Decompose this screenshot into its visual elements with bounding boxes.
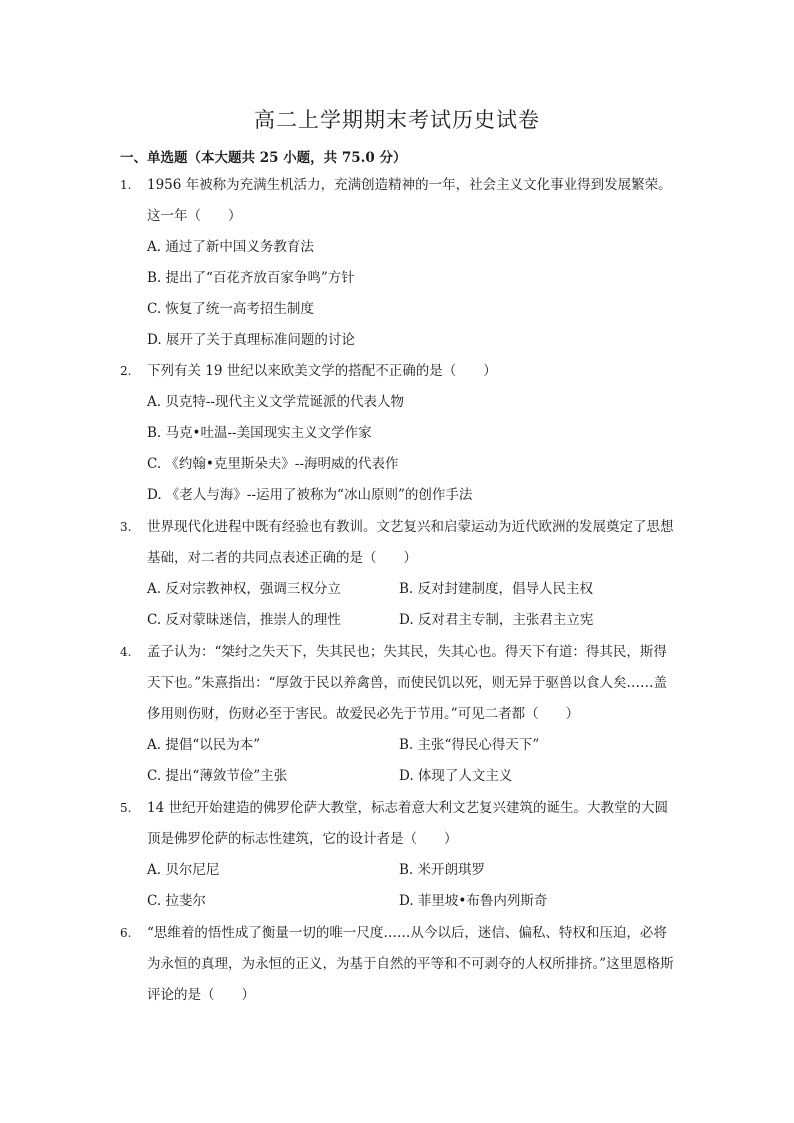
option-d: D. 菲里坡•布鲁内列斯奇: [399, 893, 548, 909]
option-c: C. 反对蒙昧迷信，推崇人的理性: [147, 612, 341, 628]
question-stem: 1956 年被称为充满生机活力，充满创造精神的一年，社会主义文化事业得到发展繁荣。这一年（ ）: [147, 177, 672, 224]
question-stem: “思维着的悟性成了衡量一切的唯一尺度……从今以后，迷信、偏私、特权和压迫，必将为永恒的真理，为永恒的正义，为基于自然的平等和不可剥夺的人权所排挤。”这里恩格斯评论的是（ ）: [147, 925, 674, 1003]
question-3: [120, 512, 680, 636]
option-c: C. 拉斐尔: [147, 893, 206, 909]
option-b: B. 主张“得民心得天下”: [399, 737, 540, 753]
option-d: D. 反对君主专制，主张君主立宪: [399, 612, 594, 628]
option-b: B. 米开朗琪罗: [399, 862, 486, 878]
question-stem: 下列有关 19 世纪以来欧美文学的搭配不正确的是（ ）: [147, 363, 497, 379]
question-2: [120, 356, 680, 511]
question-1: [120, 170, 680, 356]
question-number: 6.: [120, 926, 132, 940]
question-4: [120, 637, 680, 792]
question-number: 2.: [120, 364, 132, 378]
option-a: A. 提倡“以民为本”: [147, 737, 261, 753]
option-c: C. 提出“薄敛节俭”主张: [147, 768, 288, 784]
question-stem: 14 世纪开始建造的佛罗伦萨大教堂，标志着意大利文艺复兴建筑的诞生。大教堂的大圆顶是佛罗伦萨的标志性建筑，它的设计者是（ ）: [147, 800, 668, 847]
question-number: 1.: [120, 178, 132, 192]
option-b: B. 反对封建制度，倡导人民主权: [399, 581, 594, 597]
option-d: D. 《老人与海》--运用了被称为“冰山原则”的创作手法: [147, 487, 473, 503]
option-b: B. 提出了“百花齐放百家争鸣”方针: [147, 270, 355, 286]
option-d: D. 展开了关于真理标准问题的讨论: [147, 332, 355, 348]
option-a: A. 反对宗教神权，强调三权分立: [147, 581, 341, 597]
page-title: 高二上学期期末考试历史试卷: [254, 108, 540, 132]
option-a: A. 通过了新中国义务教育法: [147, 239, 314, 255]
question-number: 4.: [120, 645, 132, 659]
section-heading: 一、单选题（本大题共 25 小题，共 75.0 分）: [120, 150, 407, 166]
option-c: C. 《约翰•克里斯朵夫》--海明威的代表作: [147, 456, 399, 472]
option-c: C. 恢复了统一高考招生制度: [147, 301, 314, 317]
question-number: 3.: [120, 520, 132, 534]
question-stem: 世界现代化进程中既有经验也有教训。文艺复兴和启蒙运动为近代欧洲的发展奠定了思想基础，对二者的共同点表述正确的是（ ）: [147, 519, 674, 566]
option-b: B. 马克•吐温--美国现实主义文学作家: [147, 425, 372, 441]
question-5: [120, 793, 680, 917]
option-d: D. 体现了人文主义: [399, 768, 513, 784]
question-stem: 孟子认为：“桀纣之失天下，失其民也；失其民，失其心也。得天下有道：得其民，斯得天下也。”朱熹指出：“厚敛于民以养禽兽，而使民饥以死，则无异于驱兽以食人矣……盖侈用则伤财，伤财必至于害民。故爱民必先于节用。”可见二者都（ ）: [147, 644, 668, 722]
option-a: A. 贝尔尼尼: [147, 862, 220, 878]
question-6: [120, 918, 680, 1011]
option-a: A. 贝克特--现代主义文学荒诞派的代表人物: [147, 394, 404, 410]
question-number: 5.: [120, 801, 132, 815]
